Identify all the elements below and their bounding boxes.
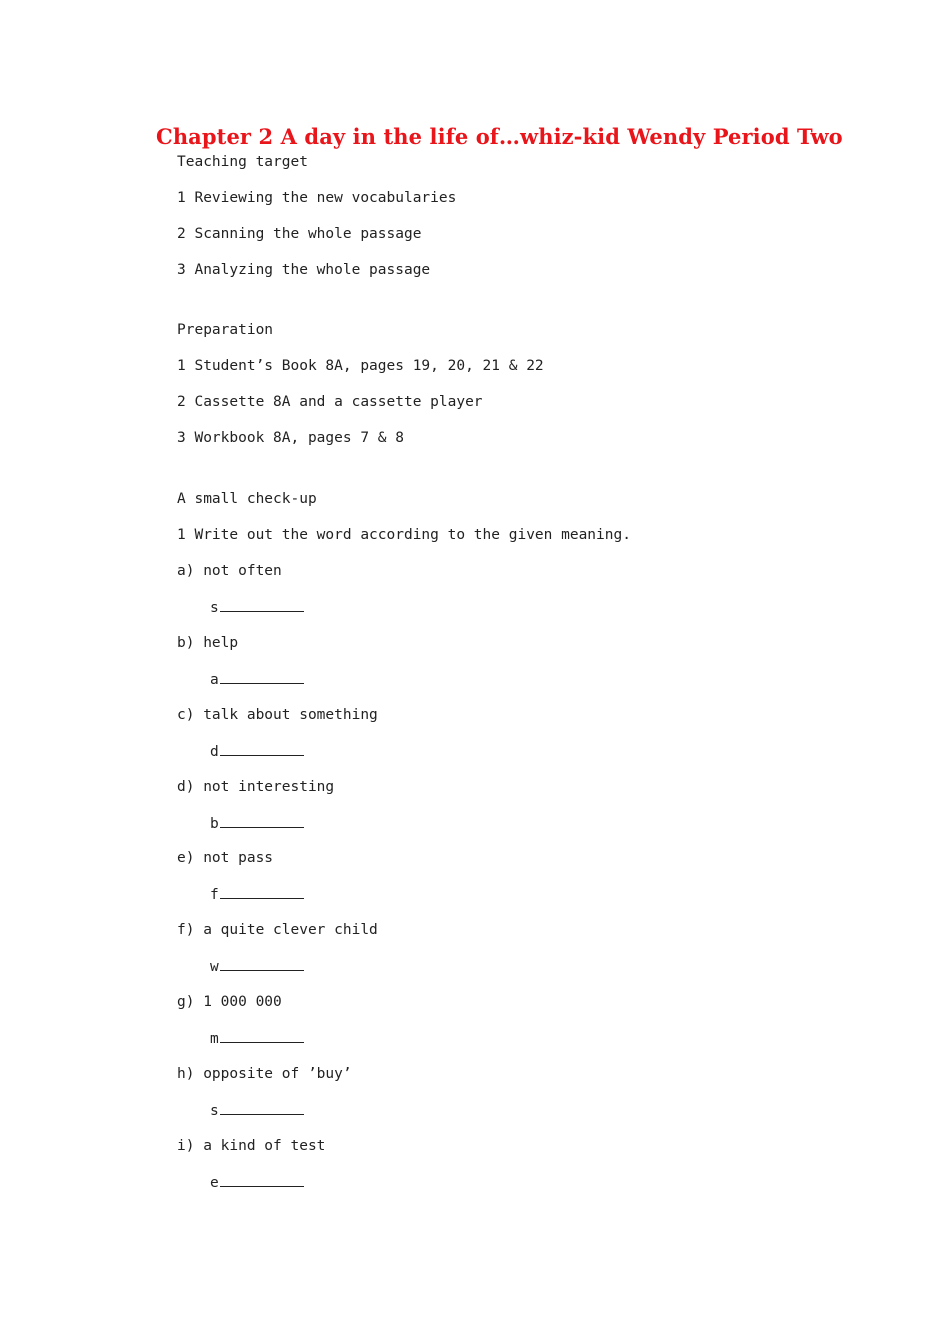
answer-letter: w: [210, 959, 219, 975]
blank-line: [220, 1100, 304, 1115]
blank-line: [220, 956, 304, 971]
answer-blank: [210, 1100, 304, 1121]
answer-letter: d: [210, 744, 219, 760]
answer-letter: b: [210, 816, 219, 832]
preparation-item: 1 Student’s Book 8A, pages 19, 20, 21 & 22: [177, 358, 544, 374]
blank-line: [220, 1172, 304, 1187]
preparation-heading: Preparation: [177, 322, 274, 338]
blank-line: [220, 1028, 304, 1043]
teaching-target-item: 2 Scanning the whole passage: [177, 226, 422, 242]
question-prompt: g) 1 000 000: [177, 994, 282, 1010]
blank-line: [220, 813, 304, 828]
checkup-heading: A small check-up: [177, 491, 317, 507]
answer-blank: [210, 1172, 304, 1193]
answer-letter: s: [210, 600, 219, 616]
question-prompt: d) not interesting: [177, 779, 335, 795]
blank-line: [220, 884, 304, 899]
answer-letter: m: [210, 1031, 219, 1047]
answer-blank: [210, 597, 304, 618]
answer-letter: e: [210, 1175, 219, 1191]
blank-line: [220, 597, 304, 612]
question-prompt: i) a kind of test: [177, 1138, 326, 1154]
blank-line: [220, 741, 304, 756]
checkup-instruction: 1 Write out the word according to the given meaning.: [177, 527, 631, 543]
question-prompt: e) not pass: [177, 850, 274, 866]
blank-line: [220, 669, 304, 684]
question-prompt: b) help: [177, 635, 239, 651]
teaching-target-heading: Teaching target: [177, 154, 308, 170]
answer-blank: [210, 813, 304, 834]
question-prompt: c) talk about something: [177, 707, 378, 723]
answer-blank: [210, 741, 304, 762]
teaching-target-item: 3 Analyzing the whole passage: [177, 262, 431, 278]
answer-letter: s: [210, 1103, 219, 1119]
answer-blank: [210, 1028, 304, 1049]
question-prompt: a) not often: [177, 563, 282, 579]
answer-letter: f: [210, 887, 219, 903]
preparation-item: 2 Cassette 8A and a cassette player: [177, 394, 483, 410]
answer-letter: a: [210, 672, 219, 688]
answer-blank: [210, 884, 304, 905]
question-prompt: h) opposite of ’buy’: [177, 1066, 352, 1082]
answer-blank: [210, 956, 304, 977]
teaching-target-item: 1 Reviewing the new vocabularies: [177, 190, 457, 206]
document-title: Chapter 2 A day in the life of…whiz-kid Wendy Period Two: [156, 124, 843, 149]
answer-blank: [210, 669, 304, 690]
preparation-item: 3 Workbook 8A, pages 7 & 8: [177, 430, 404, 446]
question-prompt: f) a quite clever child: [177, 922, 378, 938]
